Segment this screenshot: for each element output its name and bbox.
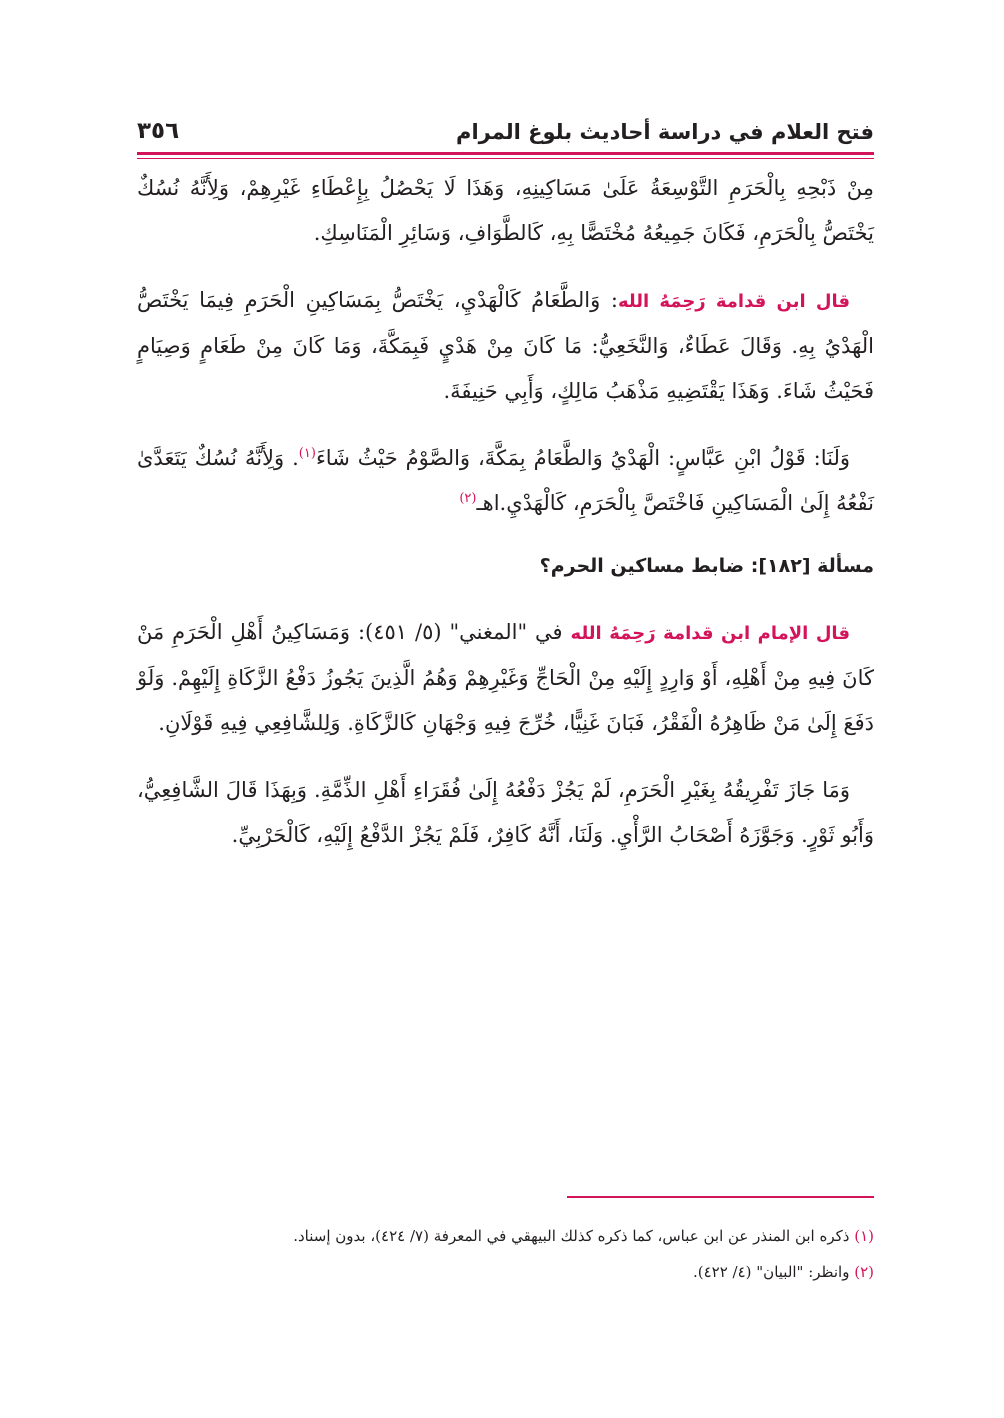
paragraph-3-text-a: وَلَنَا: قَوْلُ ابْنِ عَبَّاسٍ: الْهَدْيُ وَالطَّعَامُ بِمَكَّةَ، وَالصَّوْمُ حَيْثُ شَاءَ: [315, 446, 850, 470]
paragraph-5-text: وَمَا جَازَ تَفْرِيقُهُ بِغَيْرِ الْحَرَمِ، لَمْ يَجُزْ دَفْعُهُ إِلَىٰ فُقَرَاءِ أَهْلِ الذِّمَّةِ. وَبِهَذَا قَالَ الشَّافِعِيُّ، وَأَبُو ثَوْرٍ. وَجَوَّزَهُ أَصْحَابُ الرَّأْيِ. وَلَنَا، أَنَّهُ كَافِرٌ، فَلَمْ يَجُزْ الدَّفْعُ إِلَيْهِ، كَالْحَرْبِيِّ.: [137, 778, 874, 847]
header-rule-thin: [137, 158, 874, 159]
running-header: [137, 118, 874, 154]
section-heading: مسألة [١٨٢]: ضابط مساكين الحرم؟: [539, 555, 874, 577]
footnote-text: ذكره ابن المنذر عن ابن عباس، كما ذكره كذلك البيهقي في المعرفة (٧/ ٤٢٤)، بدون إسناد.: [293, 1227, 855, 1245]
speaker-label: قال الإمام ابن قدامة رَحِمَهُ الله: [570, 623, 850, 644]
paragraph-3-text-b: . وَلِأَنَّهُ نُسُكٌ يَتَعَدَّىٰ نَفْعُهُ إِلَىٰ الْمَسَاكِينِ فَاخْتَصَّ بِالْحَرَمِ، كَالْهَدْيِ.اهـ: [137, 446, 874, 515]
paragraph-2: [137, 278, 874, 414]
footnote-number: (٢): [854, 1263, 874, 1281]
speaker-label: قال ابن قدامة رَحِمَهُ الله: [617, 291, 851, 312]
source-reference: في "المغني" (٥/ ٤٥١): [365, 620, 571, 644]
footnote-number: (١): [854, 1227, 874, 1245]
book-title: فتح العلام في دراسة أحاديث بلوغ المرام: [456, 120, 874, 144]
paragraph-5: [137, 768, 874, 858]
header-rule-thick: [137, 152, 874, 155]
footnotes: [137, 1222, 874, 1294]
paragraph-1-text: مِنْ ذَبْحِهِ بِالْحَرَمِ التَّوْسِعَةُ عَلَىٰ مَسَاكِينِهِ، وَهَذَا لَا يَحْصُلُ بِإِعْطَاءِ غَيْرِهِمْ، وَلِأَنَّهُ نُسُكٌ يَخْتَصُّ بِالْحَرَمِ، فَكَانَ جَمِيعُهُ مُخْتَصًّا بِهِ، كَالطَّوَافِ، وَسَائِرِ الْمَنَاسِكِ.: [137, 176, 874, 245]
page-number: ٣٥٦: [137, 118, 180, 144]
footnote-separator: [567, 1196, 874, 1198]
paragraph-4: [137, 610, 874, 746]
paragraph-2-text: : وَالطَّعَامُ كَالْهَدْيِ، يَخْتَصُّ بِمَسَاكِينِ الْحَرَمِ فِيمَا يَخْتَصُّ الْهَدْيُ بِهِ. وَقَالَ عَطَاءٌ، وَالنَّخَعِيُّ: مَا كَانَ مِنْ هَدْيٍ فَبِمَكَّةَ، وَمَا كَانَ مِنْ طَعَامٍ وَصِيَامٍ فَحَيْثُ شَاءَ. وَهَذَا يَقْتَضِيهِ مَذْهَبُ مَالِكٍ، وَأَبِي حَنِيفَةَ.: [137, 288, 874, 403]
footnote-text: وانظر: "البيان" (٤/ ٤٢٢).: [692, 1263, 855, 1281]
page-body: [137, 166, 874, 880]
paragraph-1: [137, 166, 874, 256]
footnote-ref-2[interactable]: (٢): [459, 491, 477, 506]
footnote-ref-1[interactable]: (١): [298, 446, 316, 461]
paragraph-3: [137, 436, 874, 526]
footnote-2: [137, 1258, 874, 1286]
footnote-1: [137, 1222, 874, 1250]
paragraph-4-text: : وَمَسَاكِينُ أَهْلِ الْحَرَمِ مَنْ كَانَ فِيهِ مِنْ أَهْلِهِ، أَوْ وَارِدٍ إِلَيْهِ مِنْ الْحَاجِّ وَغَيْرِهِمْ وَهُمُ الَّذِينَ يَجُوزُ دَفْعُ الزَّكَاةِ إِلَيْهِمْ. وَلَوْ دَفَعَ إِلَىٰ مَنْ ظَاهِرُهُ الْفَقْرُ، فَبَانَ غَنِيًّا، خُرِّجَ فِيهِ وَجْهَانِ كَالزَّكَاةِ. وَلِلشَّافِعِي فِيهِ قَوْلَانِ.: [137, 620, 874, 735]
